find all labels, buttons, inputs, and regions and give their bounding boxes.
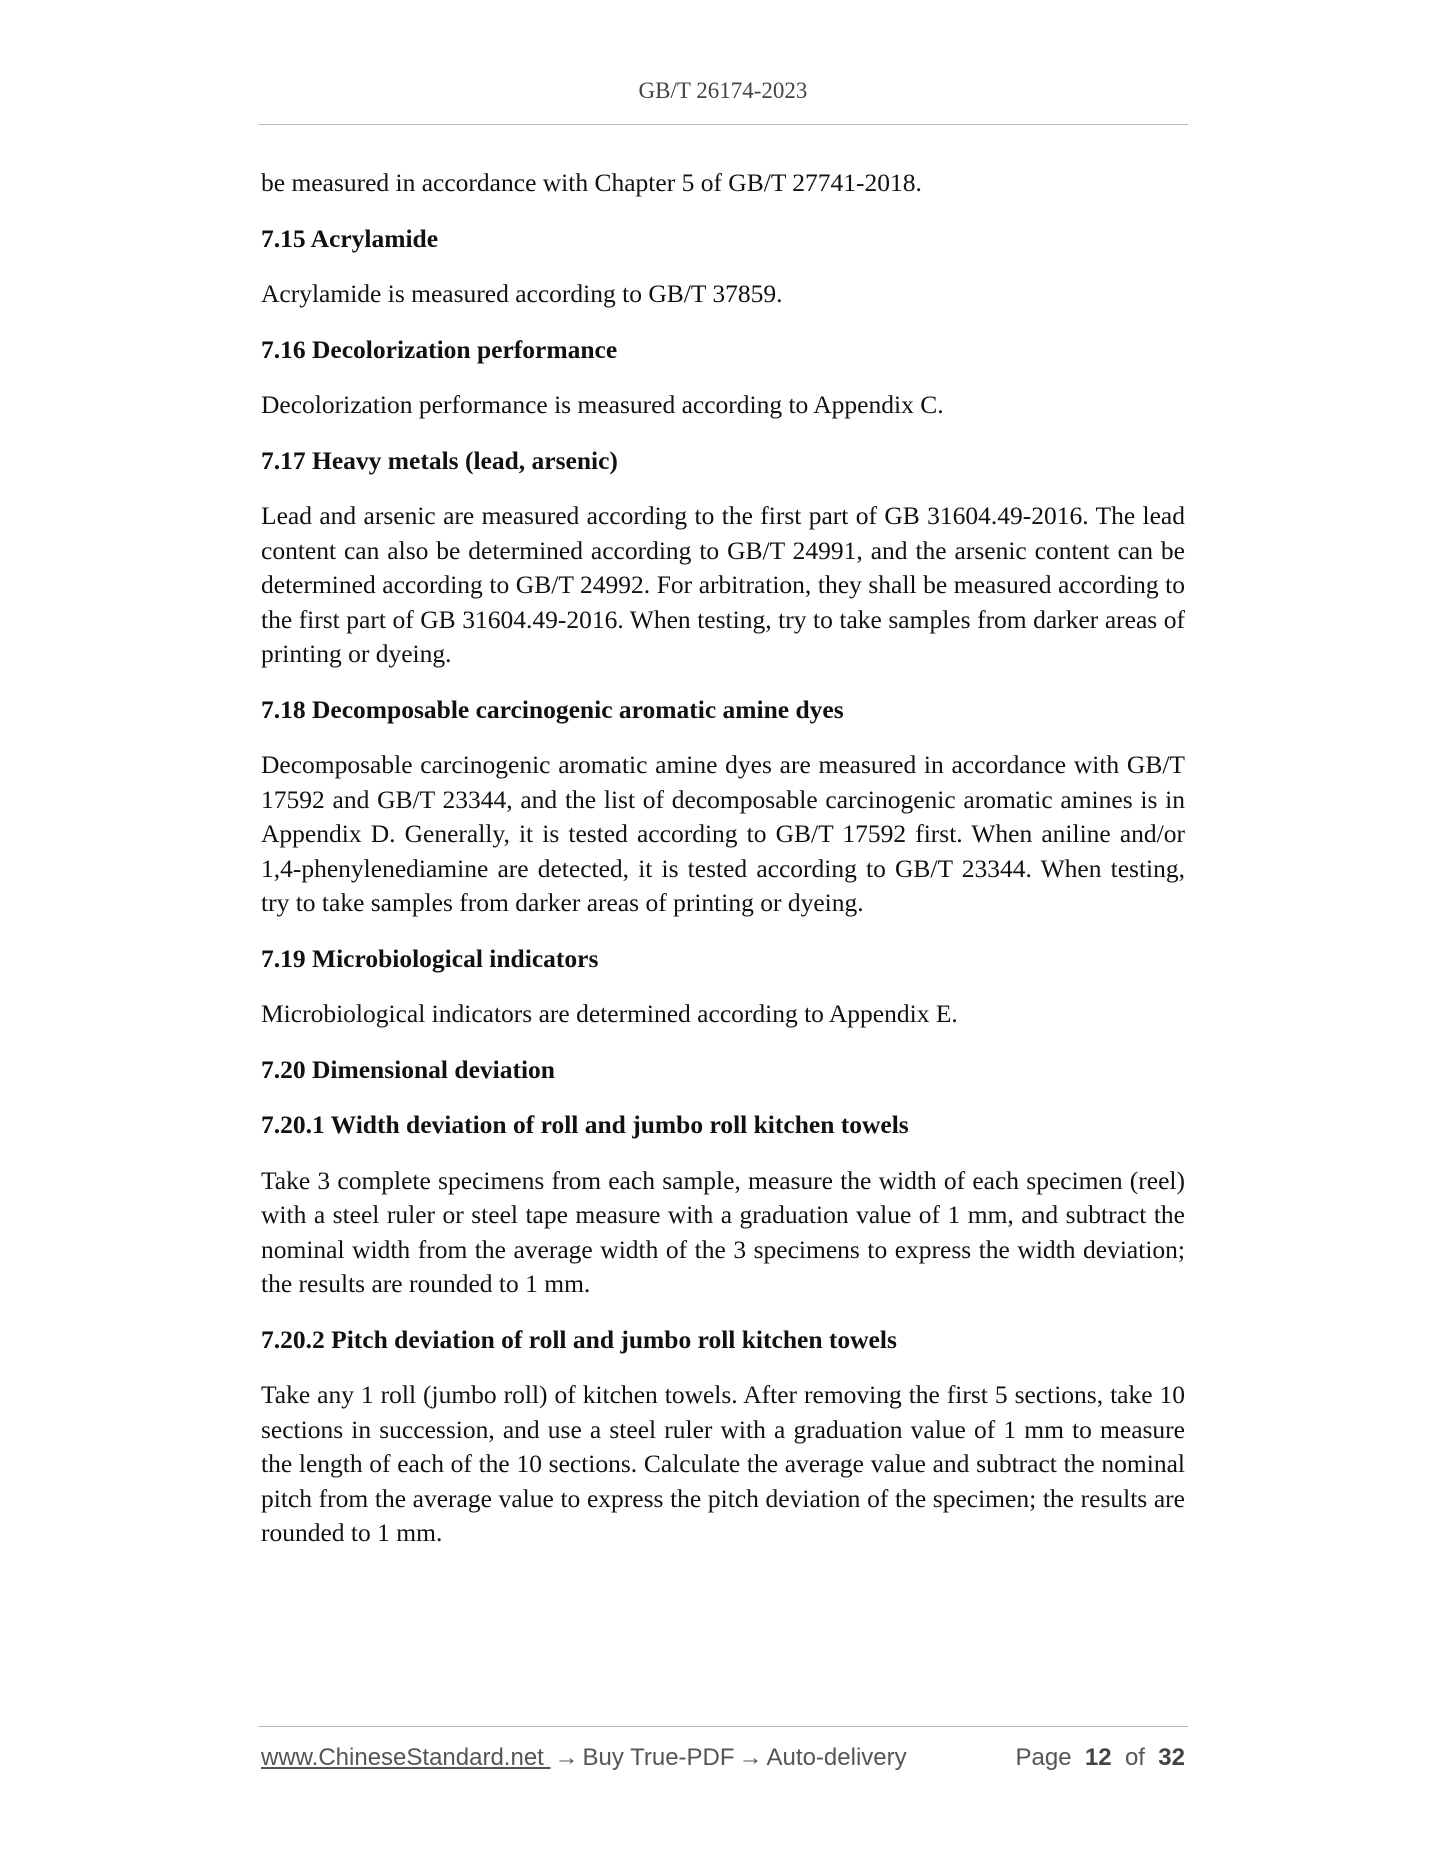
paragraph-continuation: be measured in accordance with Chapter 5 of GB/T 27741-2018. bbox=[261, 168, 922, 197]
paragraph-pitch-deviation: Take any 1 roll (jumbo roll) of kitchen towels. After removing the first 5 sections, take 10 sections in succession, and use a steel ruler with a graduation value of 1 mm to measure the length of each of the 10 sections. Calculate the average value and subtract the nominal pitch from the average value to express the pitch deviation of the specimen; the results are rounded to 1 mm. bbox=[261, 1380, 1185, 1547]
page-label: Page bbox=[1015, 1744, 1072, 1771]
header-divider bbox=[258, 124, 1188, 125]
section-heading-7-19: 7.19 Microbiological indicators bbox=[261, 943, 599, 973]
document-footer bbox=[261, 1744, 1185, 1772]
paragraph-amine-dyes: Decomposable carcinogenic aromatic amine dyes are measured in accordance with GB/T 17592 and GB/T 23344, and the list of decomposable carcinogenic aromatic amines is in Appendix D. Generally, it is tested according to GB/T 17592 first. When aniline and/or 1,4-phenylenediamine are detected, it is tested according to GB/T 23344. When testing, try to take samples from darker areas of printing or dyeing. bbox=[261, 750, 1185, 917]
section-heading-7-15: 7.15 Acrylamide bbox=[261, 223, 439, 253]
page-total: 32 bbox=[1158, 1744, 1185, 1771]
website-link[interactable]: www.ChineseStandard.net bbox=[261, 1744, 551, 1771]
delivery-text: Auto-delivery bbox=[766, 1744, 907, 1771]
document-body bbox=[261, 166, 1185, 1572]
paragraph-heavy-metals: Lead and arsenic are measured according to the first part of GB 31604.49-2016. The lead content can also be determined according to GB/T 24991, and the arsenic content can be determined according to GB/T 24992. For arbitration, they shall be measured according to the first part of GB 31604.49-2016. When testing, try to take samples from darker areas of printing or dyeing. bbox=[261, 501, 1185, 668]
buy-text: Buy True-PDF bbox=[582, 1744, 735, 1771]
paragraph-decolorization: Decolorization performance is measured according to Appendix C. bbox=[261, 390, 944, 419]
section-heading-7-17: 7.17 Heavy metals (lead, arsenic) bbox=[261, 445, 618, 475]
page-indicator bbox=[1015, 1744, 1185, 1772]
paragraph-acrylamide: Acrylamide is measured according to GB/T 37859. bbox=[261, 279, 783, 308]
document-header: GB/T 26174-2023 bbox=[638, 78, 808, 103]
footer-left bbox=[261, 1744, 907, 1772]
section-heading-7-20: 7.20 Dimensional deviation bbox=[261, 1054, 555, 1084]
arrow-right-icon: → bbox=[554, 1744, 579, 1771]
paragraph-width-deviation: Take 3 complete specimens from each sample, measure the width of each specimen (reel) with a steel ruler or steel tape measure with a graduation value of 1 mm, and subtract the nominal width from the average width of the 3 specimens to express the width deviation; the results are rounded to 1 mm. bbox=[261, 1165, 1185, 1298]
of-label: of bbox=[1124, 1744, 1145, 1771]
page-current: 12 bbox=[1084, 1744, 1112, 1771]
section-heading-7-16: 7.16 Decolorization performance bbox=[261, 334, 618, 364]
section-heading-7-20-1: 7.20.1 Width deviation of roll and jumbo roll kitchen towels bbox=[261, 1110, 909, 1139]
section-heading-7-18: 7.18 Decomposable carcinogenic aromatic amine dyes bbox=[261, 694, 844, 724]
section-heading-7-20-2: 7.20.2 Pitch deviation of roll and jumbo roll kitchen towels bbox=[261, 1324, 897, 1354]
paragraph-microbiological: Microbiological indicators are determined according to Appendix E. bbox=[261, 999, 958, 1028]
footer-divider bbox=[258, 1726, 1188, 1727]
arrow-right-icon: → bbox=[738, 1744, 763, 1771]
